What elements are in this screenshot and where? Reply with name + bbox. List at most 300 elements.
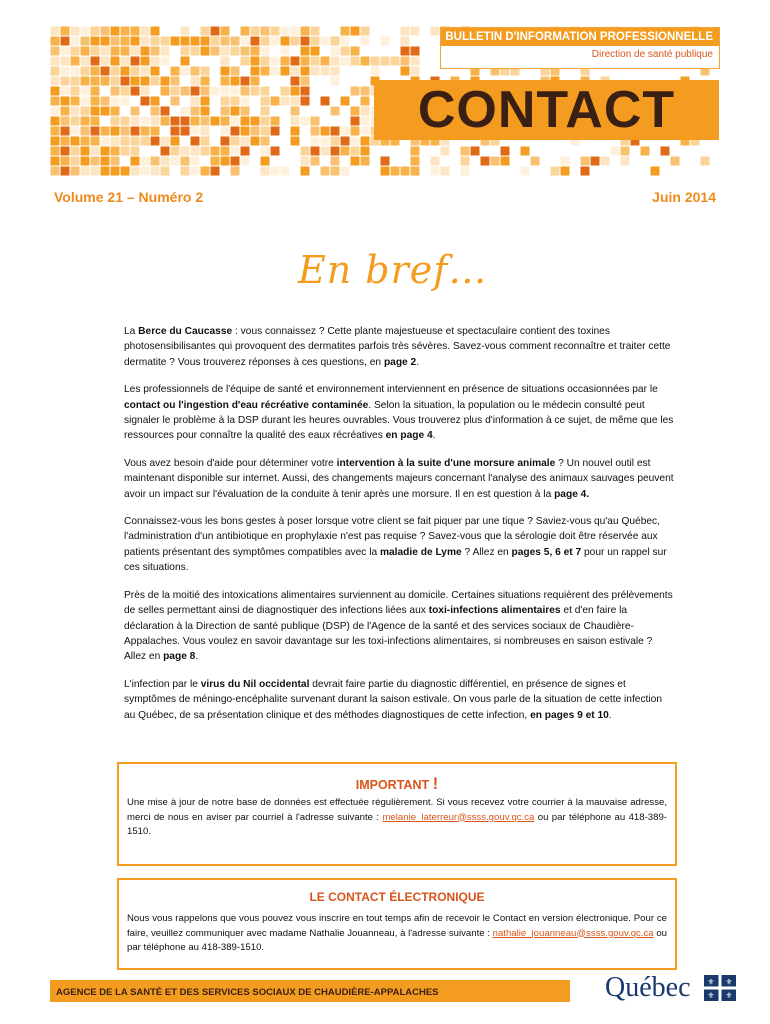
mosaic-tile [361, 117, 370, 126]
mosaic-tile [61, 67, 70, 76]
svg-text:⚜: ⚜ [707, 991, 715, 1000]
mosaic-tile [301, 97, 310, 106]
mosaic-tile [81, 47, 90, 56]
mosaic-tile [361, 127, 370, 136]
mosaic-tile [161, 137, 170, 146]
mosaic-tile [291, 107, 300, 116]
mosaic-tile [221, 47, 230, 56]
mosaic-tile [191, 47, 200, 56]
mosaic-tile [351, 107, 360, 116]
mosaic-tile [251, 37, 260, 46]
mosaic-tile [331, 127, 340, 136]
mosaic-tile [171, 67, 180, 76]
mosaic-tile [191, 137, 200, 146]
mosaic-tile [161, 87, 170, 96]
mosaic-tile [301, 67, 310, 76]
mosaic-tile [301, 37, 310, 46]
mosaic-tile [51, 97, 60, 106]
mosaic-tile [381, 37, 390, 46]
paragraph-eau-recreative: Les professionnels de l'équipe de santé et environnement interviennent en présence de situations occasionnées par le contact ou l'ingestion d'eau récréative contaminée. Selon la situation, la population ou le médecin consulté peut signaler le problème à la DSP durant les heures ouvrables. Vous trouverez plus d'information à ce sujet, de même que les ressources pour connaître la qualité des eaux récréatives en page 4. [124, 384, 674, 442]
mosaic-tile [81, 117, 90, 126]
mosaic-tile [131, 127, 140, 136]
mosaic-tile [651, 167, 660, 176]
mosaic-tile [101, 67, 110, 76]
mosaic-tile [121, 37, 130, 46]
mosaic-tile [151, 67, 160, 76]
mosaic-tile [431, 167, 440, 176]
mosaic-tile [581, 167, 590, 176]
mosaic-tile [641, 147, 650, 156]
mosaic-tile [51, 57, 60, 66]
mosaic-tile [51, 157, 60, 166]
mosaic-tile [101, 47, 110, 56]
mosaic-tile [261, 147, 270, 156]
mosaic-tile [71, 137, 80, 146]
mosaic-tile [81, 147, 90, 156]
mosaic-tile [431, 157, 440, 166]
mosaic-tile [431, 27, 440, 36]
mosaic-tile [151, 117, 160, 126]
mosaic-tile [51, 87, 60, 96]
mosaic-tile [141, 167, 150, 176]
mosaic-tile [111, 157, 120, 166]
mosaic-tile [61, 147, 70, 156]
paragraph-lyme: Connaissez-vous les bons gestes à poser lorsque votre client se fait piquer par une tique ? Saviez-vous qu'au Québec, l'administration d'un antibiotique en prophylaxie n'est pas requise ? Savez-vous que la sérologie doit être réservée aux patients présentant des symptômes compatibles avec la maladie de Lyme ? Allez en pages 5, 6 et 7 pour un rappel sur ces situations. [124, 516, 667, 574]
mosaic-tile [71, 57, 80, 66]
mosaic-tile [161, 57, 170, 66]
mosaic-tile [351, 157, 360, 166]
mosaic-tile [211, 87, 220, 96]
mosaic-tile [411, 27, 420, 36]
mosaic-tile [231, 157, 240, 166]
mosaic-tile [111, 147, 120, 156]
mosaic-tile [131, 77, 140, 86]
mosaic-tile [191, 97, 200, 106]
mosaic-tile [271, 67, 280, 76]
mosaic-tile [141, 27, 150, 36]
mosaic-tile [281, 47, 290, 56]
mosaic-tile [71, 167, 80, 176]
mosaic-tile [91, 157, 100, 166]
mosaic-tile [301, 77, 310, 86]
mosaic-tile [251, 47, 260, 56]
svg-text:⚜: ⚜ [725, 977, 733, 987]
mosaic-tile [311, 137, 320, 146]
mosaic-tile [111, 107, 120, 116]
mosaic-tile [111, 37, 120, 46]
mosaic-tile [81, 67, 90, 76]
mosaic-tile [321, 97, 330, 106]
mosaic-tile [561, 167, 570, 176]
mosaic-tile [341, 37, 350, 46]
mosaic-tile [91, 57, 100, 66]
mosaic-tile [61, 47, 70, 56]
mosaic-tile [231, 67, 240, 76]
mosaic-tile [161, 77, 170, 86]
mosaic-tile [281, 67, 290, 76]
mosaic-tile [411, 147, 420, 156]
mosaic-tile [111, 117, 120, 126]
mosaic-tile [301, 47, 310, 56]
mosaic-tile [281, 57, 290, 66]
mosaic-tile [231, 47, 240, 56]
mosaic-tile [81, 97, 90, 106]
mosaic-tile [151, 97, 160, 106]
mosaic-tile [361, 147, 370, 156]
mosaic-tile [341, 147, 350, 156]
mosaic-tile [291, 137, 300, 146]
mosaic-tile [251, 27, 260, 36]
mosaic-tile [141, 57, 150, 66]
mosaic-tile [501, 157, 510, 166]
mosaic-tile [251, 137, 260, 146]
mosaic-tile [301, 57, 310, 66]
mosaic-tile [401, 37, 410, 46]
important-email-link[interactable]: melanie_laterreur@ssss.gouv.qc.ca [382, 811, 535, 823]
mosaic-tile [251, 87, 260, 96]
mosaic-tile [311, 67, 320, 76]
mosaic-tile [221, 137, 230, 146]
mosaic-tile [221, 77, 230, 86]
mosaic-tile [121, 47, 130, 56]
mosaic-tile [261, 87, 270, 96]
mosaic-tile [231, 107, 240, 116]
mosaic-tile [361, 137, 370, 146]
mosaic-tile [401, 57, 410, 66]
mosaic-tile [161, 147, 170, 156]
mosaic-tile [221, 157, 230, 166]
mosaic-tile [271, 167, 280, 176]
mosaic-tile [281, 167, 290, 176]
mosaic-tile [121, 97, 130, 106]
mosaic-tile [261, 97, 270, 106]
mosaic-tile [51, 117, 60, 126]
mosaic-tile [351, 147, 360, 156]
mosaic-tile [461, 147, 470, 156]
mosaic-tile [101, 77, 110, 86]
mosaic-tile [61, 57, 70, 66]
mosaic-tile [51, 147, 60, 156]
important-box [117, 762, 677, 866]
mosaic-tile [191, 127, 200, 136]
mosaic-tile [241, 157, 250, 166]
electronic-email-link[interactable]: nathalie_jouanneau@ssss.gouv.qc.ca [492, 927, 654, 939]
mosaic-tile [71, 107, 80, 116]
brief-paragraphs [124, 324, 676, 735]
mosaic-tile [311, 37, 320, 46]
mosaic-tile [341, 57, 350, 66]
mosaic-tile [181, 67, 190, 76]
mosaic-tile [191, 77, 200, 86]
mosaic-tile [251, 77, 260, 86]
mosaic-tile [61, 37, 70, 46]
mosaic-tile [171, 157, 180, 166]
mosaic-tile [111, 77, 120, 86]
mosaic-tile [271, 57, 280, 66]
mosaic-tile [331, 107, 340, 116]
mosaic-tile [401, 47, 410, 56]
mosaic-tile [351, 87, 360, 96]
mosaic-tile [101, 127, 110, 136]
mosaic-tile [151, 157, 160, 166]
mosaic-tile [321, 67, 330, 76]
mosaic-tile [121, 167, 130, 176]
mosaic-tile [181, 57, 190, 66]
mosaic-tile [341, 167, 350, 176]
mosaic-tile [181, 127, 190, 136]
mosaic-tile [391, 167, 400, 176]
mosaic-tile [471, 147, 480, 156]
mosaic-tile [251, 67, 260, 76]
mosaic-tile [211, 37, 220, 46]
mosaic-tile [381, 157, 390, 166]
mosaic-tile [131, 117, 140, 126]
important-title: IMPORTANT ! [355, 774, 439, 793]
mosaic-tile [221, 107, 230, 116]
mosaic-tile [241, 97, 250, 106]
mosaic-tile [91, 27, 100, 36]
mosaic-tile [161, 107, 170, 116]
mosaic-tile [81, 127, 90, 136]
mosaic-tile [271, 37, 280, 46]
mosaic-tile [331, 77, 340, 86]
mosaic-tile [71, 97, 80, 106]
mosaic-tile [491, 157, 500, 166]
mosaic-tile [101, 27, 110, 36]
mosaic-tile [61, 27, 70, 36]
mosaic-tile [251, 57, 260, 66]
mosaic-tile [141, 117, 150, 126]
mosaic-tile [611, 147, 620, 156]
mosaic-tile [361, 157, 370, 166]
mosaic-tile [261, 127, 270, 136]
mosaic-tile [231, 137, 240, 146]
bulletin-title: BULLETIN D'INFORMATION PROFESSIONNELLE [441, 28, 719, 46]
mosaic-tile [171, 147, 180, 156]
mosaic-tile [81, 137, 90, 146]
mosaic-tile [271, 117, 280, 126]
mosaic-tile [351, 127, 360, 136]
mosaic-tile [241, 47, 250, 56]
mosaic-tile [341, 127, 350, 136]
mosaic-tile [181, 47, 190, 56]
mosaic-tile [61, 117, 70, 126]
mosaic-tile [311, 117, 320, 126]
mosaic-tile [131, 67, 140, 76]
mosaic-tile [161, 167, 170, 176]
mosaic-tile [51, 107, 60, 116]
mosaic-tile [321, 37, 330, 46]
mosaic-tile [191, 117, 200, 126]
mosaic-tile [141, 37, 150, 46]
mosaic-tile [121, 67, 130, 76]
mosaic-tile [101, 147, 110, 156]
mosaic-tile [181, 87, 190, 96]
mosaic-tile [81, 87, 90, 96]
paragraph-nil-occidental: L'infection par le virus du Nil occidental devrait faire partie du diagnostic différentiel, en présence de signes et symptômes de méningo-encéphalite survenant durant la saison estivale. On vous parle de la situation de cette infection au Québec, de sa présentation clinique et des méthodes diagnostiques de cette infection, en pages 9 et 10. [124, 678, 662, 721]
mosaic-tile [301, 157, 310, 166]
mosaic-tile [261, 67, 270, 76]
mosaic-tile [101, 137, 110, 146]
mosaic-tile [131, 57, 140, 66]
mosaic-tile [371, 57, 380, 66]
mosaic-tile [81, 167, 90, 176]
mosaic-tile [361, 107, 370, 116]
mosaic-tile [161, 37, 170, 46]
mosaic-tile [61, 157, 70, 166]
mosaic-tile [111, 57, 120, 66]
electronic-box [117, 878, 677, 970]
mosaic-tile [391, 57, 400, 66]
mosaic-tile [131, 167, 140, 176]
mosaic-tile [221, 87, 230, 96]
quebec-logo [605, 972, 740, 1004]
mosaic-tile [51, 127, 60, 136]
svg-text:⚜: ⚜ [707, 977, 715, 987]
mosaic-tile [361, 97, 370, 106]
mosaic-tile [341, 137, 350, 146]
mosaic-tile [201, 47, 210, 56]
mosaic-tile [441, 167, 450, 176]
mosaic-tile [91, 117, 100, 126]
mosaic-tile [61, 77, 70, 86]
mosaic-tile [201, 137, 210, 146]
important-text: Une mise à jour de notre base de données est effectuée régulièrement. Si vous recevez votre courrier à la mauvaise adresse, merci de nous en aviser par courriel à l'adresse suivante : melanie_laterreur@ssss.gouv.qc.ca ou par téléphone au 418-389-1510. [127, 797, 667, 837]
mosaic-tile [331, 67, 340, 76]
mosaic-tile [231, 147, 240, 156]
mosaic-tile [331, 47, 340, 56]
section-heading: En bref… [298, 248, 488, 292]
mosaic-tile [191, 157, 200, 166]
mosaic-tile [481, 157, 490, 166]
mosaic-tile [171, 127, 180, 136]
mosaic-tile [141, 77, 150, 86]
mosaic-tile [201, 127, 210, 136]
mosaic-tile [131, 157, 140, 166]
mosaic-tile [291, 97, 300, 106]
mosaic-tile [151, 77, 160, 86]
mosaic-tile [381, 167, 390, 176]
mosaic-tile [411, 167, 420, 176]
mosaic-tile [121, 127, 130, 136]
fleurdelise-flag-icon [704, 975, 736, 1001]
mosaic-tile [51, 77, 60, 86]
mosaic-tile [191, 107, 200, 116]
mosaic-tile [91, 77, 100, 86]
mosaic-tile [361, 27, 370, 36]
mosaic-tile [291, 127, 300, 136]
mosaic-tile [91, 167, 100, 176]
mosaic-tile [521, 167, 530, 176]
mosaic-tile [151, 27, 160, 36]
mosaic-tile [351, 117, 360, 126]
mosaic-tile [281, 97, 290, 106]
paragraph-morsure: Vous avez besoin d'aide pour déterminer votre intervention à la suite d'une morsure animale ? Un nouvel outil est maintenant disponible sur internet. Aussi, des changements majeurs concernant l'analyse des animaux sauvages peuvent avoir un impact sur l'évaluation de la conduite à tenir après une morsure. Il en est question à la page 4. [124, 457, 674, 500]
mosaic-tile [201, 97, 210, 106]
mosaic-tile [121, 117, 130, 126]
mosaic-tile [261, 37, 270, 46]
mosaic-tile [181, 147, 190, 156]
mosaic-tile [231, 87, 240, 96]
mosaic-tile [371, 67, 380, 76]
mosaic-tile [121, 77, 130, 86]
mosaic-tile [361, 57, 370, 66]
mosaic-tile [101, 167, 110, 176]
mosaic-tile [71, 27, 80, 36]
mosaic-tile [301, 117, 310, 126]
svg-text:⚜: ⚜ [725, 991, 733, 1000]
electronic-title: LE CONTACT ÉLECTRONIQUE [309, 890, 485, 904]
mosaic-tile [261, 107, 270, 116]
mosaic-tile [331, 147, 340, 156]
mosaic-tile [201, 67, 210, 76]
mosaic-tile [201, 147, 210, 156]
issue-line [54, 189, 716, 209]
mosaic-tile [291, 57, 300, 66]
mosaic-tile [201, 117, 210, 126]
mosaic-tile [131, 147, 140, 156]
mosaic-tile [111, 27, 120, 36]
mosaic-tile [331, 137, 340, 146]
mosaic-tile [171, 37, 180, 46]
mosaic-tile [411, 157, 420, 166]
quebec-wordmark: Québec [605, 972, 691, 1003]
mosaic-tile [311, 47, 320, 56]
mosaic-tile [241, 27, 250, 36]
mosaic-tile [261, 117, 270, 126]
mosaic-tile [621, 147, 630, 156]
mosaic-tile [291, 77, 300, 86]
mosaic-tile [181, 117, 190, 126]
mosaic-tile [111, 87, 120, 96]
mosaic-tile [51, 67, 60, 76]
mosaic-tile [591, 157, 600, 166]
mosaic-tile [221, 97, 230, 106]
mosaic-tile [271, 97, 280, 106]
mosaic-tile [241, 77, 250, 86]
mosaic-tile [231, 127, 240, 136]
mosaic-tile [291, 27, 300, 36]
mosaic-tile [231, 117, 240, 126]
mosaic-tile [91, 67, 100, 76]
mosaic-tile [231, 167, 240, 176]
mosaic-tile [241, 87, 250, 96]
contact-title: CONTACT [374, 80, 719, 140]
mosaic-tile [201, 27, 210, 36]
mosaic-tile [381, 57, 390, 66]
mosaic-tile [141, 137, 150, 146]
mosaic-tile [321, 127, 330, 136]
mosaic-tile [131, 27, 140, 36]
mosaic-tile [261, 57, 270, 66]
paragraph-intoxications: Près de la moitié des intoxications alimentaires surviennent au domicile. Certaines situations requièrent des prélèvements de selles permettant ainsi de diagnostiquer des infections liées aux toxi-infections alimentaires et d'en faire la déclaration à la Direction de santé publique (DSP) de l'Agence de la santé et des services sociaux de Chaudière-Appalaches. Vous voulez en savoir davantage sur les toxi-infections alimentaires, si nombreuses en saison estivale ? Allez en page 8. [124, 589, 673, 663]
mosaic-tile [701, 157, 710, 166]
mosaic-tile [191, 87, 200, 96]
mosaic-tile [151, 167, 160, 176]
mosaic-tile [121, 27, 130, 36]
mosaic-tile [91, 37, 100, 46]
volume-number: Volume 21 – Numéro 2 [54, 189, 204, 205]
mosaic-tile [71, 127, 80, 136]
mosaic-tile [261, 27, 270, 36]
mosaic-tile [111, 47, 120, 56]
mosaic-tile [61, 137, 70, 146]
mosaic-tile [321, 137, 330, 146]
mosaic-tile [361, 87, 370, 96]
mosaic-tile [531, 157, 540, 166]
mosaic-tile [141, 157, 150, 166]
mosaic-tile [111, 127, 120, 136]
